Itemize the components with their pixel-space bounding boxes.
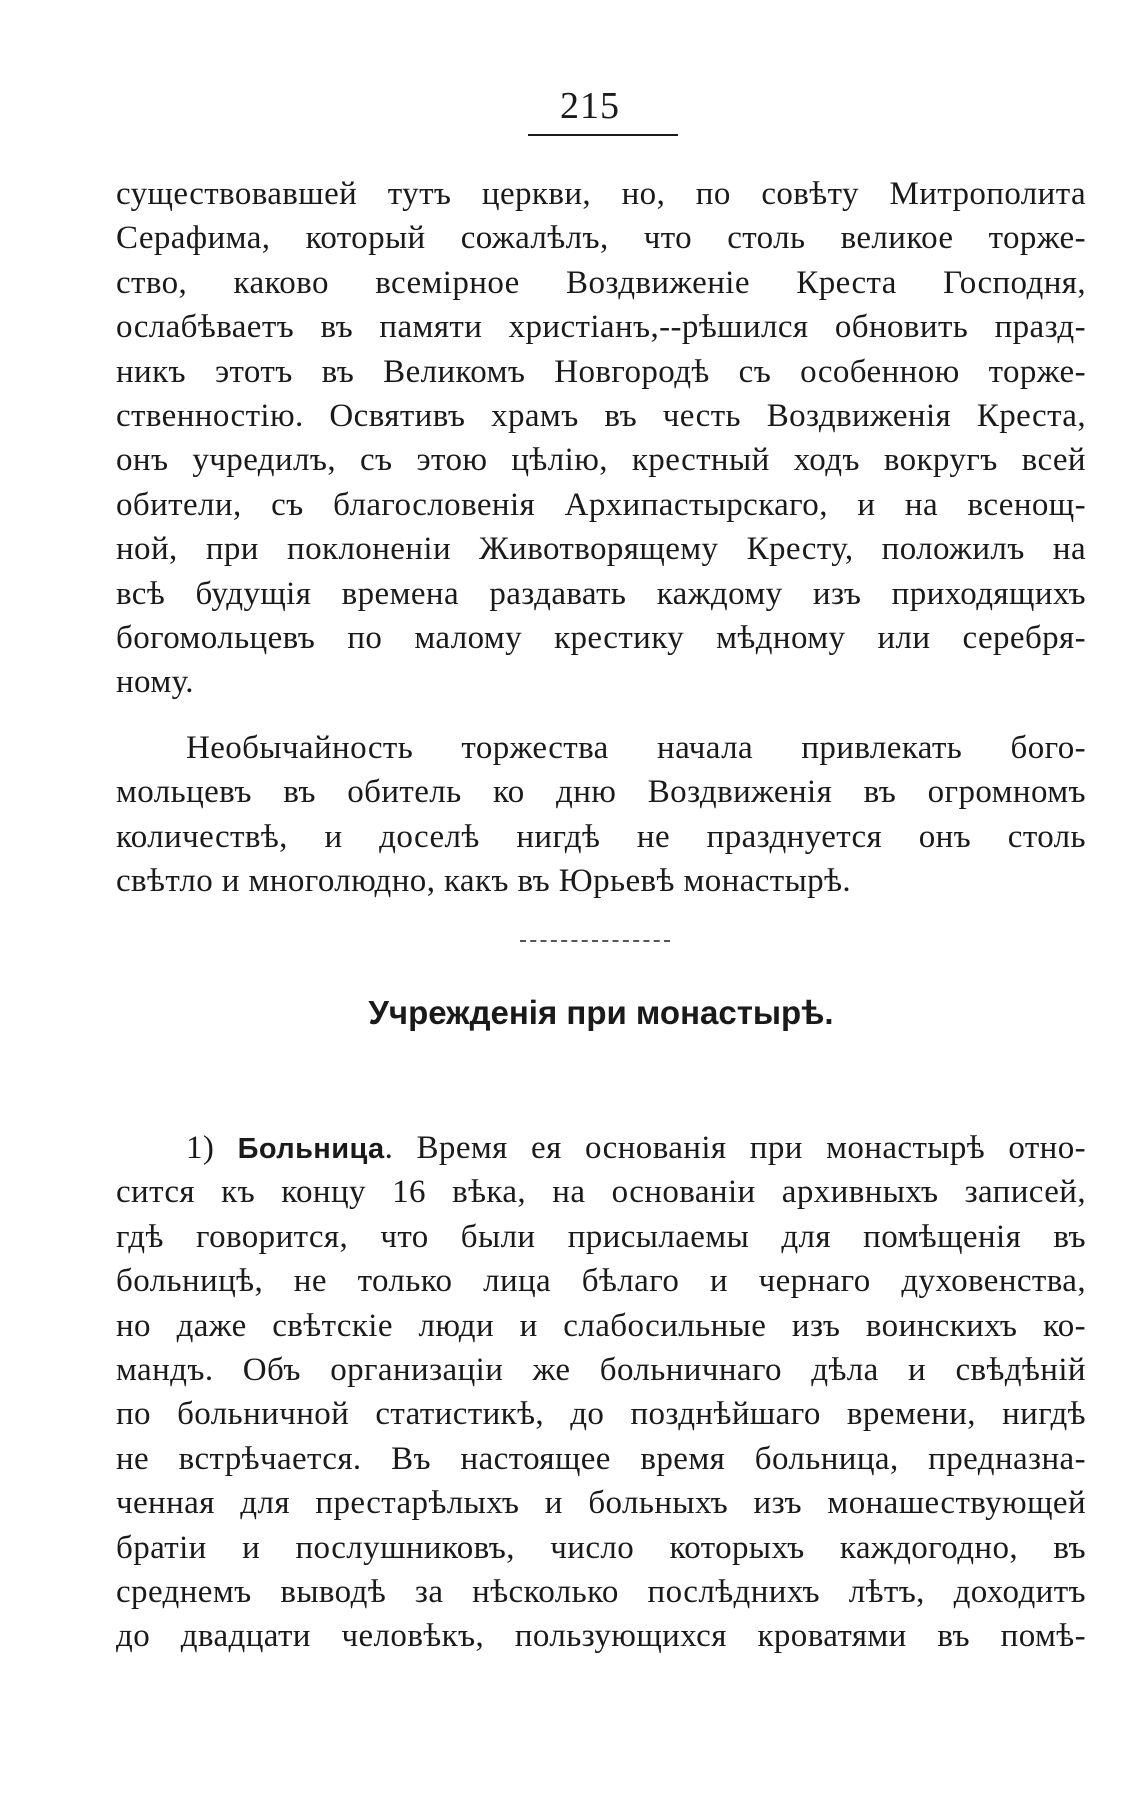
text-line: до двадцати человѣкъ, пользующихся кроватями въ помѣ- xyxy=(116,1618,1086,1655)
text-line: Серафима, который сожалѣлъ, что столь великое торже- xyxy=(116,220,1086,257)
text-line: свѣтло и многолюдно, какъ въ Юрьевѣ монастырѣ. xyxy=(116,863,852,900)
page-number: 215 xyxy=(560,85,620,127)
text-line: среднемъ выводѣ за нѣсколько послѣднихъ лѣтъ, доходитъ xyxy=(116,1573,1086,1610)
text-line: но даже свѣтскіе люди и слабосильные изъ воинскихъ ко- xyxy=(116,1307,1086,1344)
page-number-rule xyxy=(528,134,678,136)
item-first-line-rest: . Время ея основанія при монастырѣ отно- xyxy=(384,1130,1086,1166)
text-line: не встрѣчается. Въ настоящее время больница, предназна- xyxy=(116,1440,1086,1477)
paragraph-3 xyxy=(116,1126,1086,1659)
text-line: всѣ будущія времена раздавать каждому изъ приходящихъ xyxy=(116,575,1086,612)
text-line: мандъ. Объ организаціи же больничнаго дѣла и свѣдѣній xyxy=(116,1351,1086,1388)
text-line: ному. xyxy=(116,664,194,701)
text-line: богомольцевъ по малому крестику мѣдному или серебря- xyxy=(116,619,1086,656)
text-line: гдѣ говорится, что были присылаемы для помѣщенія въ xyxy=(116,1218,1086,1255)
text-line: ной, при поклоненіи Животворящему Кресту, положилъ на xyxy=(116,531,1086,568)
text-line: ослабѣваетъ въ памяти христіанъ,--рѣшился обновить празд- xyxy=(116,309,1086,346)
section-divider xyxy=(520,940,670,942)
item-title: Больница xyxy=(237,1133,385,1165)
text-line: Необычайность торжества начала привлекать бого- xyxy=(186,730,1086,766)
text-line: обители, съ благословенія Архипастырскаго, и на всенощ- xyxy=(116,486,1086,523)
text-line: количествѣ, и доселѣ нигдѣ не празднуется онъ столь xyxy=(116,818,1086,855)
section-heading: Учрежденія при монастырѣ. xyxy=(368,994,834,1031)
text-line: никъ этотъ въ Великомъ Новгородѣ съ особенною торже- xyxy=(116,353,1086,390)
text-line: по больничной статистикѣ, до позднѣйшаго времени, нигдѣ xyxy=(116,1396,1086,1433)
text-line: больницѣ, не только лица бѣлаго и чернаго духовенства, xyxy=(116,1263,1086,1300)
paragraph-2 xyxy=(116,726,1086,904)
text-line: онъ учредилъ, съ этою цѣлію, крестный ходъ вокругъ всей xyxy=(116,442,1086,479)
text-line-first xyxy=(116,1126,1086,1170)
text-line: мольцевъ въ обитель ко дню Воздвиженія въ огромномъ xyxy=(116,774,1086,811)
text-line: братіи и послушниковъ, число которыхъ каждогодно, въ xyxy=(116,1529,1086,1566)
text-line: сится къ концу 16 вѣка, на основаніи архивныхъ записей, xyxy=(116,1174,1086,1211)
item-number: 1) xyxy=(186,1130,215,1166)
text-line: ченная для престарѣлыхъ и больныхъ изъ монашествующей xyxy=(116,1485,1086,1522)
text-line: ство, каково всемірное Воздвиженіе Креста Господня, xyxy=(116,264,1086,301)
text-line: ственностію. Освятивъ храмъ въ честь Воздвиженія Креста, xyxy=(116,397,1086,434)
paragraph-1 xyxy=(116,172,1086,705)
text-line: существовавшей тутъ церкви, но, по совѣту Митрополита xyxy=(116,176,1086,212)
